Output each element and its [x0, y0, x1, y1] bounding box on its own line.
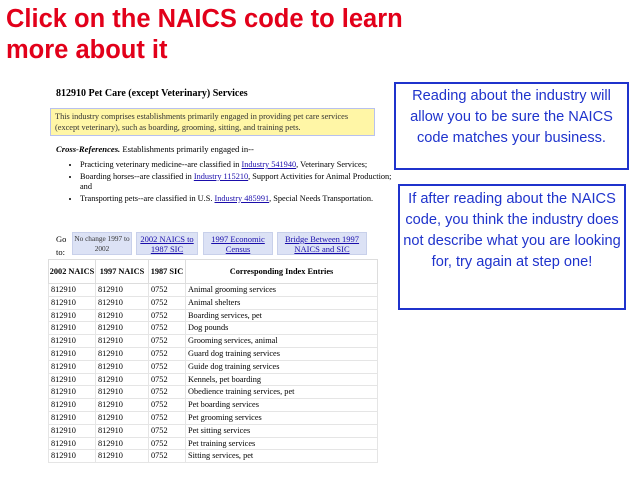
cell-1987-sic: 0752: [149, 450, 186, 463]
cell-2002-naics: 812910: [49, 284, 96, 297]
bullet-text: Boarding horses--are classified in: [80, 171, 194, 181]
cell-2002-naics: 812910: [49, 347, 96, 360]
bullet-text: , Support Activities for Animal Production; and: [80, 171, 392, 191]
cell-1987-sic: 0752: [149, 322, 186, 335]
list-item: [80, 172, 398, 193]
goto-naics-to-sic-button[interactable]: [136, 232, 198, 255]
cell-1987-sic: 0752: [149, 373, 186, 386]
cell-1997-naics: 812910: [96, 399, 149, 412]
table-row: [49, 373, 378, 386]
goto-label: Go to:: [56, 234, 67, 257]
naics-page-screenshot: [48, 78, 392, 473]
table-row: [49, 360, 378, 373]
table-header-row: [49, 260, 378, 284]
cell-1997-naics: 812910: [96, 309, 149, 322]
table-row: [49, 424, 378, 437]
cross-references-text: Establishments primarily engaged in--: [120, 144, 254, 154]
cell-2002-naics: 812910: [49, 386, 96, 399]
cross-references: [56, 144, 376, 155]
goto-bridge-button[interactable]: [277, 232, 367, 255]
table-row: [49, 309, 378, 322]
cell-1997-naics: 812910: [96, 373, 149, 386]
cell-2002-naics: 812910: [49, 437, 96, 450]
cell-1997-naics: 812910: [96, 411, 149, 424]
table-row: [49, 411, 378, 424]
list-item: [80, 160, 398, 171]
slide-title: Click on the NAICS code to learn more about it: [6, 5, 403, 64]
bullet-text: Transporting pets--are classified in U.S.: [80, 193, 215, 203]
cell-2002-naics: 812910: [49, 322, 96, 335]
cell-index-entry: Obedience training services, pet: [186, 386, 378, 399]
industry-541940-link[interactable]: Industry 541940: [241, 160, 297, 169]
cell-index-entry: Guard dog training services: [186, 347, 378, 360]
col-1987-sic: 1987 SIC: [149, 260, 186, 284]
cell-1997-naics: 812910: [96, 450, 149, 463]
index-entries-table: [48, 259, 378, 463]
cell-1987-sic: 0752: [149, 335, 186, 348]
industry-485991-link[interactable]: Industry 485991: [214, 193, 270, 203]
goto-naics-to-sic-link[interactable]: 2002 NAICS to 1987 SIC: [140, 234, 194, 254]
goto-economic-census-link[interactable]: 1997 Economic Census: [211, 234, 265, 254]
goto-no-change: No change 1997 to 2002: [72, 232, 132, 255]
cell-2002-naics: 812910: [49, 399, 96, 412]
cell-1987-sic: 0752: [149, 424, 186, 437]
cell-1997-naics: 812910: [96, 360, 149, 373]
table-row: [49, 347, 378, 360]
table-row: [49, 296, 378, 309]
callout-reading-info: Reading about the industry will allow you to be sure the NAICS code matches your business.: [394, 82, 629, 170]
goto-bridge-link[interactable]: Bridge Between 1997 NAICS and SIC: [284, 234, 360, 254]
cell-1997-naics: 812910: [96, 347, 149, 360]
cell-index-entry: Grooming services, animal: [186, 335, 378, 348]
industry-description: This industry comprises establishments primarily engaged in providing pet care services (except veterinary), such as boarding, grooming, sitting, and training pets.: [50, 108, 375, 136]
callout-try-again: If after reading about the NAICS code, you think the industry does not describe what you are looking for, try again at step one!: [398, 184, 626, 310]
cell-index-entry: Sitting services, pet: [186, 450, 378, 463]
cell-1997-naics: 812910: [96, 335, 149, 348]
cell-index-entry: Animal grooming services: [186, 284, 378, 297]
cell-index-entry: Boarding services, pet: [186, 309, 378, 322]
cell-index-entry: Animal shelters: [186, 296, 378, 309]
cell-1997-naics: 812910: [96, 437, 149, 450]
table-row: [49, 335, 378, 348]
cell-2002-naics: 812910: [49, 309, 96, 322]
cell-1987-sic: 0752: [149, 309, 186, 322]
cell-index-entry: Pet training services: [186, 437, 378, 450]
table-row: [49, 437, 378, 450]
bullet-text: , Special Needs Transportation.: [269, 193, 374, 203]
cell-1997-naics: 812910: [96, 322, 149, 335]
col-2002-naics: 2002 NAICS: [49, 260, 96, 284]
cell-2002-naics: 812910: [49, 411, 96, 424]
table-row: [49, 450, 378, 463]
cell-1987-sic: 0752: [149, 360, 186, 373]
cell-1987-sic: 0752: [149, 399, 186, 412]
cell-1987-sic: 0752: [149, 411, 186, 424]
bullet-text: Practicing veterinary medicine--are classified in: [80, 160, 242, 169]
cell-index-entry: Pet grooming services: [186, 411, 378, 424]
col-index-entries: Corresponding Index Entries: [186, 260, 378, 284]
cross-reference-list: [56, 160, 398, 205]
cell-2002-naics: 812910: [49, 450, 96, 463]
table-row: [49, 399, 378, 412]
cell-index-entry: Pet boarding services: [186, 399, 378, 412]
cell-2002-naics: 812910: [49, 296, 96, 309]
cell-1997-naics: 812910: [96, 284, 149, 297]
industry-115210-link[interactable]: Industry 115210: [193, 171, 249, 181]
cell-2002-naics: 812910: [49, 424, 96, 437]
cell-1987-sic: 0752: [149, 296, 186, 309]
cell-1997-naics: 812910: [96, 424, 149, 437]
cross-references-label: Cross-References.: [56, 144, 121, 154]
cell-2002-naics: 812910: [49, 335, 96, 348]
cell-1987-sic: 0752: [149, 284, 186, 297]
cell-index-entry: Guide dog training services: [186, 360, 378, 373]
cell-2002-naics: 812910: [49, 360, 96, 373]
cell-1987-sic: 0752: [149, 347, 186, 360]
cell-1997-naics: 812910: [96, 296, 149, 309]
table-row: [49, 284, 378, 297]
list-item: [80, 194, 398, 205]
cell-index-entry: Kennels, pet boarding: [186, 373, 378, 386]
col-1997-naics: 1997 NAICS: [96, 260, 149, 284]
bullet-text: , Veterinary Services;: [296, 160, 368, 169]
page-heading: 812910 Pet Care (except Veterinary) Services: [56, 88, 248, 99]
goto-economic-census-button[interactable]: [203, 232, 273, 255]
cell-1987-sic: 0752: [149, 437, 186, 450]
cell-2002-naics: 812910: [49, 373, 96, 386]
table-row: [49, 322, 378, 335]
cell-1987-sic: 0752: [149, 386, 186, 399]
cell-1997-naics: 812910: [96, 386, 149, 399]
cell-index-entry: Dog pounds: [186, 322, 378, 335]
cell-index-entry: Pet sitting services: [186, 424, 378, 437]
table-row: [49, 386, 378, 399]
